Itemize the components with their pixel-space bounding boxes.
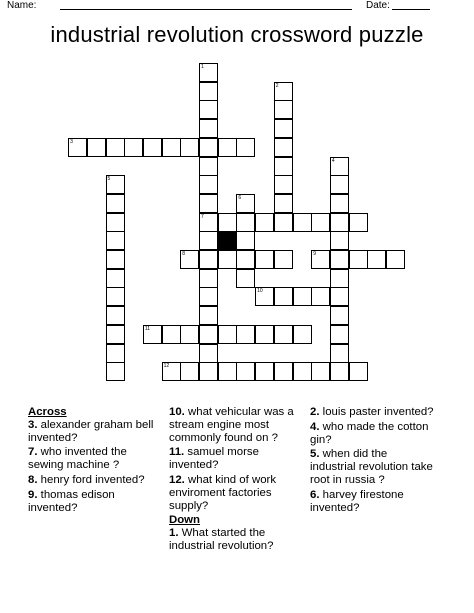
cell-number: 2: [275, 82, 279, 89]
grid-cell[interactable]: [293, 325, 312, 344]
grid-cell[interactable]: [349, 250, 368, 269]
grid-cell[interactable]: [106, 250, 125, 269]
clue-text: samuel morse invented?: [169, 446, 259, 472]
grid-cell[interactable]: [106, 344, 125, 363]
clue-text: louis paster invented?: [322, 406, 434, 418]
clue-item: [28, 419, 163, 445]
grid-cell[interactable]: [274, 175, 293, 194]
clue-number: 9.: [28, 488, 38, 501]
clue-item: [169, 527, 303, 553]
grid-cell[interactable]: [199, 119, 218, 138]
grid-cell[interactable]: [236, 362, 255, 381]
black-cell: [218, 231, 237, 250]
grid-cell[interactable]: [236, 213, 255, 232]
clue-item: [28, 446, 163, 472]
cell-number: 8: [182, 251, 186, 257]
grid-cell[interactable]: [218, 250, 237, 269]
grid-cell[interactable]: [199, 362, 218, 381]
grid-cell[interactable]: [293, 362, 312, 381]
grid-cell[interactable]: [199, 269, 218, 288]
grid-cell[interactable]: [330, 194, 349, 213]
clue-item: [28, 474, 163, 487]
clue-number: 10.: [169, 406, 185, 418]
grid-cell[interactable]: [199, 306, 218, 325]
grid-cell[interactable]: [330, 306, 349, 325]
grid-cell[interactable]: [367, 250, 386, 269]
grid-cell[interactable]: [87, 138, 106, 157]
clue-item: [310, 421, 435, 447]
clue-number: 3.: [28, 418, 38, 431]
grid-cell[interactable]: [293, 287, 312, 306]
clue-number: 1.: [169, 527, 179, 540]
grid-cell[interactable]: [199, 325, 218, 344]
clue-number: 6.: [310, 488, 320, 501]
clue-number: 2.: [310, 406, 320, 418]
grid-cell[interactable]: [255, 287, 274, 306]
grid-cell[interactable]: [330, 213, 349, 232]
clue-number: 7.: [28, 446, 38, 459]
grid-cell[interactable]: [124, 138, 143, 157]
grid-cell[interactable]: [106, 175, 125, 194]
grid-cell[interactable]: [255, 250, 274, 269]
clue-number: 8.: [28, 473, 38, 486]
across-heading: Across: [28, 406, 67, 418]
clues-column-1: [28, 406, 163, 516]
clue-item: [310, 448, 435, 486]
clue-item: [169, 474, 303, 512]
clue-text: thomas edison invented?: [28, 488, 115, 514]
grid-cell[interactable]: [274, 119, 293, 138]
date-label: Date:: [366, 0, 390, 11]
cell-number: 5: [107, 176, 111, 183]
clue-item: [28, 489, 163, 515]
grid-cell[interactable]: [218, 138, 237, 157]
grid-cell[interactable]: [311, 287, 330, 306]
clue-text: henry ford invented?: [40, 473, 145, 486]
grid-cell[interactable]: [218, 362, 237, 381]
grid-cell[interactable]: [106, 306, 125, 325]
clue-text: who made the cotton gin?: [310, 420, 429, 446]
clue-number: 4.: [310, 420, 320, 433]
cell-number: 7: [201, 213, 204, 220]
grid-cell[interactable]: [330, 157, 349, 176]
grid-cell[interactable]: [349, 362, 368, 381]
grid-cell[interactable]: [311, 362, 330, 381]
grid-cell[interactable]: [274, 157, 293, 176]
clue-number: 11.: [169, 446, 185, 459]
grid-cell[interactable]: [330, 344, 349, 363]
clues-column-3: [310, 406, 435, 516]
cell-number: 3: [70, 138, 73, 145]
clue-text: harvey firestone invented?: [310, 488, 404, 514]
grid-cell[interactable]: [330, 287, 349, 306]
grid-cell[interactable]: [106, 194, 125, 213]
clue-text: when did the industrial revolution take root in russia ?: [310, 448, 433, 486]
grid-cell[interactable]: [199, 344, 218, 363]
grid-cell[interactable]: [274, 138, 293, 157]
grid-cell[interactable]: [199, 157, 218, 176]
grid-cell[interactable]: [330, 325, 349, 344]
clues-column-2: [169, 406, 303, 555]
cell-number: 6: [238, 194, 242, 201]
cell-number: 1: [201, 64, 204, 70]
cell-number: 10: [257, 288, 263, 295]
grid-cell[interactable]: [106, 231, 125, 250]
grid-cell[interactable]: [293, 213, 312, 232]
grid-cell[interactable]: [106, 287, 125, 306]
grid-cell[interactable]: [180, 362, 199, 381]
grid-cell[interactable]: [199, 231, 218, 250]
clue-item: [310, 489, 435, 515]
grid-cell[interactable]: [218, 325, 237, 344]
cell-number: 11: [144, 325, 151, 332]
name-label: Name:: [7, 0, 37, 11]
grid-cell[interactable]: [330, 231, 349, 250]
grid-cell[interactable]: [274, 194, 293, 213]
grid-cell[interactable]: [274, 100, 293, 119]
page-title: industrial revolution crossword puzzle: [50, 22, 424, 47]
grid-cell[interactable]: [199, 250, 218, 269]
name-field[interactable]: [60, 9, 352, 10]
clue-item: [310, 406, 435, 419]
grid-cell[interactable]: [236, 325, 255, 344]
grid-cell[interactable]: [106, 269, 125, 288]
clue-text: who invented the sewing machine ?: [28, 446, 127, 472]
grid-cell[interactable]: [311, 250, 330, 269]
grid-cell[interactable]: [255, 213, 274, 232]
header: [0, 0, 474, 14]
grid-cell[interactable]: [162, 362, 181, 381]
grid-cell[interactable]: [143, 138, 162, 157]
clue-text: what vehicular was a stream engine most commonly found on ?: [169, 406, 294, 444]
grid-cell[interactable]: [349, 213, 368, 232]
grid-cell[interactable]: [180, 138, 199, 157]
grid-cell[interactable]: [236, 250, 255, 269]
grid-cell[interactable]: [199, 138, 218, 157]
grid-cell[interactable]: [274, 287, 293, 306]
cell-number: 9: [313, 251, 316, 257]
grid-cell[interactable]: [106, 138, 125, 157]
clue-text: What started the industrial revolution?: [169, 527, 274, 552]
grid-cell[interactable]: [330, 269, 349, 288]
grid-cell[interactable]: [274, 213, 293, 232]
clue-text: what kind of work enviroment factories supply?: [169, 473, 277, 512]
grid-cell[interactable]: [274, 82, 293, 101]
grid-cell[interactable]: [255, 362, 274, 381]
grid-cell[interactable]: [199, 175, 218, 194]
grid-cell[interactable]: [180, 250, 199, 269]
cell-number: 4: [331, 157, 335, 164]
grid-cell[interactable]: [255, 325, 274, 344]
grid-cell[interactable]: [106, 213, 125, 232]
grid-cell[interactable]: [199, 287, 218, 306]
grid-cell[interactable]: [311, 213, 330, 232]
grid-cell[interactable]: [330, 362, 349, 381]
clue-item: [169, 406, 303, 444]
down-heading: Down: [169, 514, 201, 527]
clue-text: alexander graham bell invented?: [28, 418, 154, 444]
grid-cell[interactable]: [162, 325, 181, 344]
grid-cell[interactable]: [274, 362, 293, 381]
grid-cell[interactable]: [236, 231, 255, 250]
grid-cell[interactable]: [180, 325, 199, 344]
grid-cell[interactable]: [274, 325, 293, 344]
grid-cell[interactable]: [330, 175, 349, 194]
grid-cell[interactable]: [236, 138, 255, 157]
grid-cell[interactable]: [274, 250, 293, 269]
grid-cell[interactable]: [106, 325, 125, 344]
grid-cell[interactable]: [143, 325, 162, 344]
grid-cell[interactable]: [106, 362, 125, 381]
grid-cell[interactable]: [199, 100, 218, 119]
grid-cell[interactable]: [386, 250, 405, 269]
grid-cell[interactable]: [330, 250, 349, 269]
clue-item: [169, 446, 303, 472]
grid-cell[interactable]: [199, 194, 218, 213]
clue-number: 12.: [169, 473, 185, 486]
grid-cell[interactable]: [199, 63, 218, 82]
grid-cell[interactable]: [236, 194, 255, 213]
clue-number: 5.: [310, 448, 320, 461]
grid-cell[interactable]: [68, 138, 87, 157]
grid-cell[interactable]: [218, 213, 237, 232]
cell-number: 12: [163, 363, 170, 370]
grid-cell[interactable]: [199, 82, 218, 101]
date-field[interactable]: [392, 9, 430, 10]
grid-cell[interactable]: [162, 138, 181, 157]
grid-cell[interactable]: [199, 213, 218, 232]
grid-cell[interactable]: [236, 269, 255, 288]
